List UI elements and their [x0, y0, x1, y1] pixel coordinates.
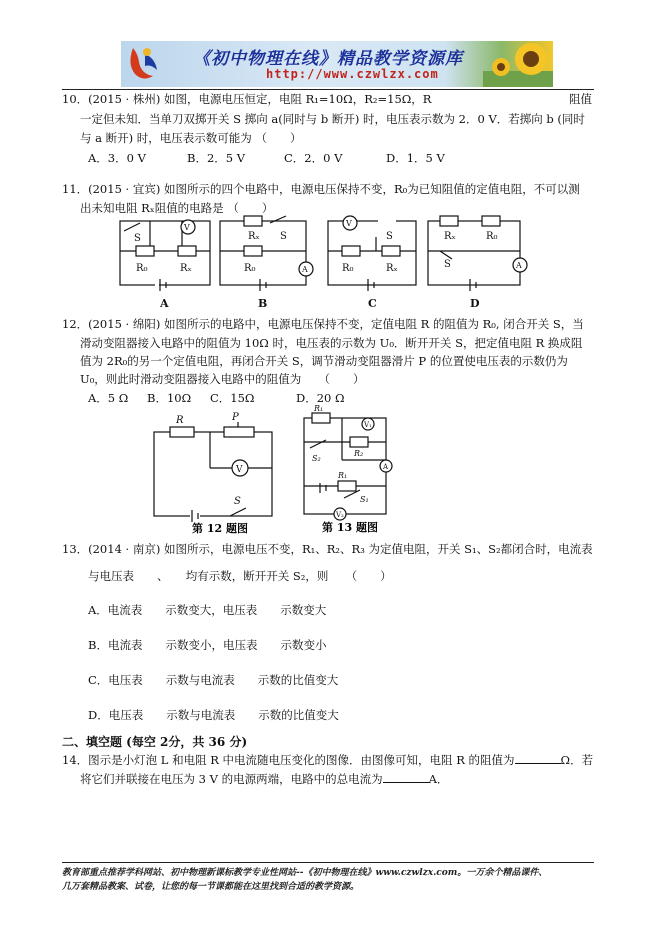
q12-circuit-diagram	[150, 410, 280, 534]
q11-a-r0	[136, 246, 154, 256]
q10-line3: 与 a 断开) 时，电压表示数可能为 （ ）	[80, 131, 302, 145]
footer-rule	[62, 862, 594, 863]
q10-option-c[interactable]: C．2．0 V	[284, 151, 343, 165]
footer-line1: 教育部重点推荐学科网站、初中物理新课标教学专业性网站--《初中物理在线》www.czwlzx.com。一万余个精品课件、	[62, 868, 548, 878]
sunflower-icon	[483, 41, 553, 87]
q12-option-c[interactable]: C．15Ω	[210, 391, 255, 405]
q10-option-b[interactable]: B．2．5 V	[187, 151, 246, 165]
q11-d-rx-label: Rₓ	[444, 231, 456, 242]
section-title-fill-in: 二、填空题 (每空 2分，共 36 分)	[62, 735, 248, 749]
q11-a-v-label: V	[184, 223, 190, 232]
q14-line2	[80, 771, 448, 787]
q11-d-r0-label: R₀	[486, 231, 498, 242]
footer	[62, 866, 602, 894]
q13-a-label: A	[383, 463, 389, 471]
q13-option-c[interactable]: C．电压表 示数与电流表 示数的比值变大	[88, 673, 339, 687]
q11-a-rx	[178, 246, 196, 256]
q11-circuit-diagrams	[110, 215, 540, 310]
q13-circuit-diagram	[298, 404, 398, 534]
banner-url[interactable]: http://www.czwlzx.com	[266, 67, 439, 81]
q12-option-d[interactable]: D．20 Ω	[296, 391, 345, 405]
q11-b-s-label: S	[280, 231, 287, 242]
q11-b-a-label: A	[302, 265, 308, 274]
q14-line1b: Ω．若	[560, 753, 594, 767]
q14-line2a: 将它们并联接在电压为 3 V 的电源两端，电路中的总电流为	[80, 772, 383, 786]
q13-line2: 与电压表 、 均有示数，断开开关 S₂，则 （ ）	[88, 569, 392, 583]
banner-title: 《初中物理在线》精品教学资源库	[193, 49, 463, 69]
q13-v2-label: V₂	[336, 511, 344, 519]
q11-c-v-label: V	[346, 219, 352, 228]
q12-r-label: R	[176, 415, 184, 426]
q11-c-rx-label: Rₓ	[386, 263, 398, 274]
q12-rheostat	[224, 427, 254, 437]
q11-a-rx-label: Rₓ	[180, 263, 192, 274]
q13-option-b[interactable]: B．电流表 示数变小，电压表 示数变小	[88, 638, 327, 652]
q11-b-rx-label: Rₓ	[248, 231, 260, 242]
q13-option-d[interactable]: D．电压表 示数与电流表 示数的比值变大	[88, 708, 339, 722]
q11-d-a-label: A	[516, 261, 522, 270]
q11-c-r0	[342, 246, 360, 256]
q13-figure-caption: 第 13 题图	[322, 521, 378, 534]
q14-line1a: 14．图示是小灯泡 L 和电阻 R 中电流随电压变化的图像．由图像可知，电阻 R 的阻值为	[62, 753, 515, 767]
q10-option-a[interactable]: A．3．0 V	[88, 151, 146, 165]
q13-r2	[350, 437, 368, 447]
q13-r1-top-label: R₁	[314, 404, 324, 413]
q11-label-c: C	[368, 297, 377, 310]
q11-b-r0	[244, 246, 262, 256]
q10-option-d[interactable]: D．1．5 V	[386, 151, 445, 165]
footer-line2: 几万套精品教案、试卷，让您的每一节课都能在这里找到合适的教学资源。	[62, 882, 360, 892]
q14-line2b: A．	[428, 772, 449, 786]
q11-c-r0-label: R₀	[342, 263, 354, 274]
q12-option-b[interactable]: B．10Ω	[147, 391, 192, 405]
q11-d-rx	[440, 216, 458, 226]
q12-line4: U₀，则此时滑动变阻器接入电路中的阻值为 （ ）	[80, 372, 365, 386]
q11-d-r0	[482, 216, 500, 226]
q11-label-b: B	[258, 297, 268, 310]
q12-p-label: P	[232, 412, 239, 423]
q12-line2: 滑动变阻器接入电路中的阻值为 10Ω 时，电压表的示数为 U₀．断开开关 S，把定值电阻 R 换成阻	[80, 336, 583, 350]
q13-r1-bottom	[338, 481, 356, 491]
q13-r1-bottom-label: R₁	[338, 471, 348, 480]
q14-line1	[62, 752, 593, 768]
q13-s1-label: S₁	[360, 495, 369, 504]
q11-label-d: D	[470, 297, 480, 310]
q12-line3: 值为 2R₀的另一个定值电阻，再闭合开关 S，调节滑动变阻器滑片 P 的位置使电压表的示数仍为	[80, 354, 568, 368]
q14-blank-1[interactable]	[515, 752, 561, 764]
q11-d-s-label: S	[444, 259, 451, 270]
q11-c-s-label: S	[386, 231, 393, 242]
q13-option-a[interactable]: A．电流表 示数变大，电压表 示数变大	[88, 603, 327, 617]
q13-s2-label: S₂	[312, 454, 321, 463]
q11-line1: 11．(2015 · 宜宾) 如图所示的四个电路中，电源电压保持不变，R₀为已知阻值的定值电阻，不可以测	[62, 182, 580, 196]
q11-b-r0-label: R₀	[244, 263, 256, 274]
q12-line1: 12．(2015 · 绵阳) 如图所示的电路中，电源电压保持不变，定值电阻 R 的阻值为 R₀, 闭合开关 S，当	[62, 317, 584, 331]
q11-a-r0-label: R₀	[136, 263, 148, 274]
q12-resistor-r	[170, 427, 194, 437]
q13-line1: 13．(2014 · 南京) 如图所示，电源电压不变，R₁、R₂、R₃ 为定值电阻，开关 S₁、S₂都闭合时，电流表	[62, 542, 593, 556]
q11-c-rx	[382, 246, 400, 256]
q12-figure-caption: 第 12 题图	[192, 522, 248, 534]
q14-blank-2[interactable]	[383, 771, 429, 783]
q11-c-switch-area	[378, 216, 396, 226]
q12-option-a[interactable]: A．5 Ω	[88, 391, 129, 405]
q13-r2-label: R₂	[354, 449, 364, 458]
q12-v-label: V	[236, 465, 243, 475]
q13-r1-top	[312, 413, 330, 423]
q10-line1a: 10．(2015 · 株州) 如图，电源电压恒定，电阻 R₁=10Ω，R₂=15Ω，R	[62, 92, 432, 106]
q11-label-a: A	[160, 297, 169, 310]
site-logo-icon	[125, 44, 161, 84]
q12-s-label: S	[234, 496, 241, 507]
q11-b-rx	[244, 216, 262, 226]
header-banner	[121, 41, 553, 87]
header-rule	[62, 89, 594, 90]
q11-line2: 出未知电阻 Rₓ阻值的电路是 （ ）	[80, 201, 274, 215]
q10-line1b: 阻值	[569, 92, 592, 106]
q13-v1-label: V₁	[364, 421, 372, 429]
q11-a-s-label: S	[134, 233, 141, 244]
q10-line2: 一定但未知．当单刀双掷开关 S 掷向 a(同时与 b 断开) 时，电压表示数为 2．0 V．若掷向 b (同时	[80, 112, 585, 126]
